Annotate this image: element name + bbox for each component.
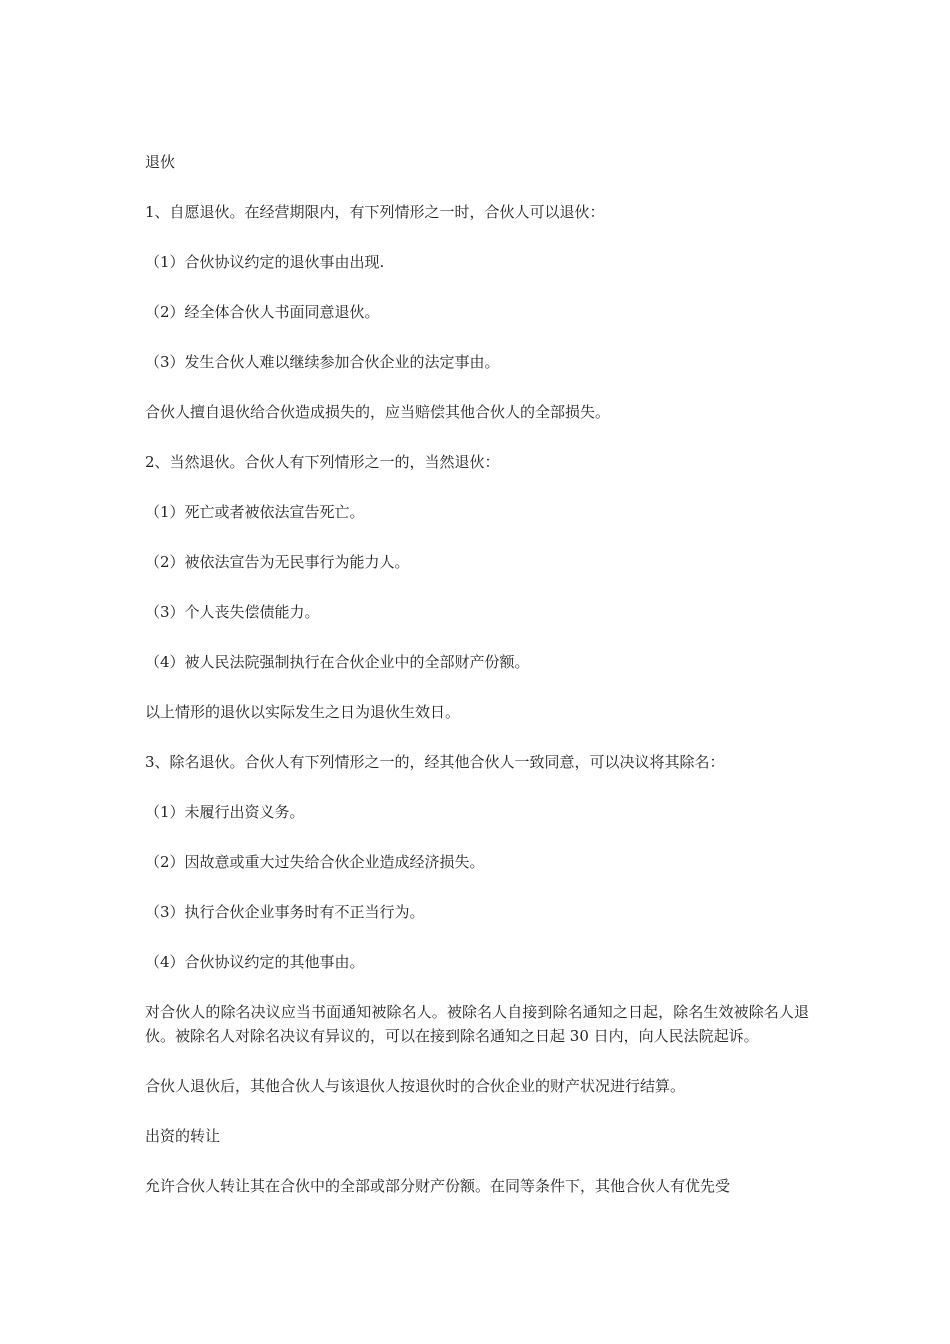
paragraph-effective-date: 以上情形的退伙以实际发生之日为退伙生效日。 (145, 703, 461, 721)
paragraph-expulsion: 3、除名退伙。合伙人有下列情形之一的，经其他合伙人一致同意，可以决议将其除名： (145, 753, 725, 771)
list-item: （3）发生合伙人难以继续参加合伙企业的法定事由。 (145, 353, 500, 371)
paragraph-settlement: 合伙人退伙后，其他合伙人与该退伙人按退伙时的合伙企业的财产状况进行结算。 (145, 1077, 686, 1095)
list-item: （3）个人丧失偿债能力。 (145, 603, 320, 621)
paragraph-voluntary-withdrawal: 1、自愿退伙。在经营期限内，有下列情形之一时，合伙人可以退伙： (145, 203, 605, 221)
paragraph-expulsion-notice: 对合伙人的除名决议应当书面通知被除名人。被除名人自接到除名通知之日起，除名生效被除名人退伙。被除名人对除名决议有异议的，可以在接到除名通知之日起 30 日内，向人民法院起诉。 (145, 1003, 809, 1045)
section-heading-transfer: 出资的转让 (145, 1127, 221, 1145)
list-item: （2）经全体合伙人书面同意退伙。 (145, 303, 380, 321)
list-item: （3）执行合伙企业事务时有不正当行为。 (145, 903, 425, 921)
paragraph-automatic-withdrawal: 2、当然退伙。合伙人有下列情形之一的，当然退伙： (145, 453, 500, 471)
paragraph-unauthorized-withdrawal: 合伙人擅自退伙给合伙造成损失的，应当赔偿其他合伙人的全部损失。 (145, 403, 611, 421)
document-body (145, 150, 809, 1224)
list-item: （2）因故意或重大过失给合伙企业造成经济损失。 (145, 853, 485, 871)
list-item: （4）合伙协议约定的其他事由。 (145, 953, 365, 971)
list-item: （1）死亡或者被依法宣告死亡。 (145, 503, 365, 521)
list-item: （1）未履行出资义务。 (145, 803, 305, 821)
list-item: （2）被依法宣告为无民事行为能力人。 (145, 553, 410, 571)
list-item: （1）合伙协议约定的退伙事由出现. (145, 253, 385, 271)
section-heading-withdrawal: 退伙 (145, 153, 176, 171)
list-item: （4）被人民法院强制执行在合伙企业中的全部财产份额。 (145, 653, 530, 671)
paragraph-transfer: 允许合伙人转让其在合伙中的全部或部分财产份额。在同等条件下，其他合伙人有优先受 (145, 1177, 731, 1195)
